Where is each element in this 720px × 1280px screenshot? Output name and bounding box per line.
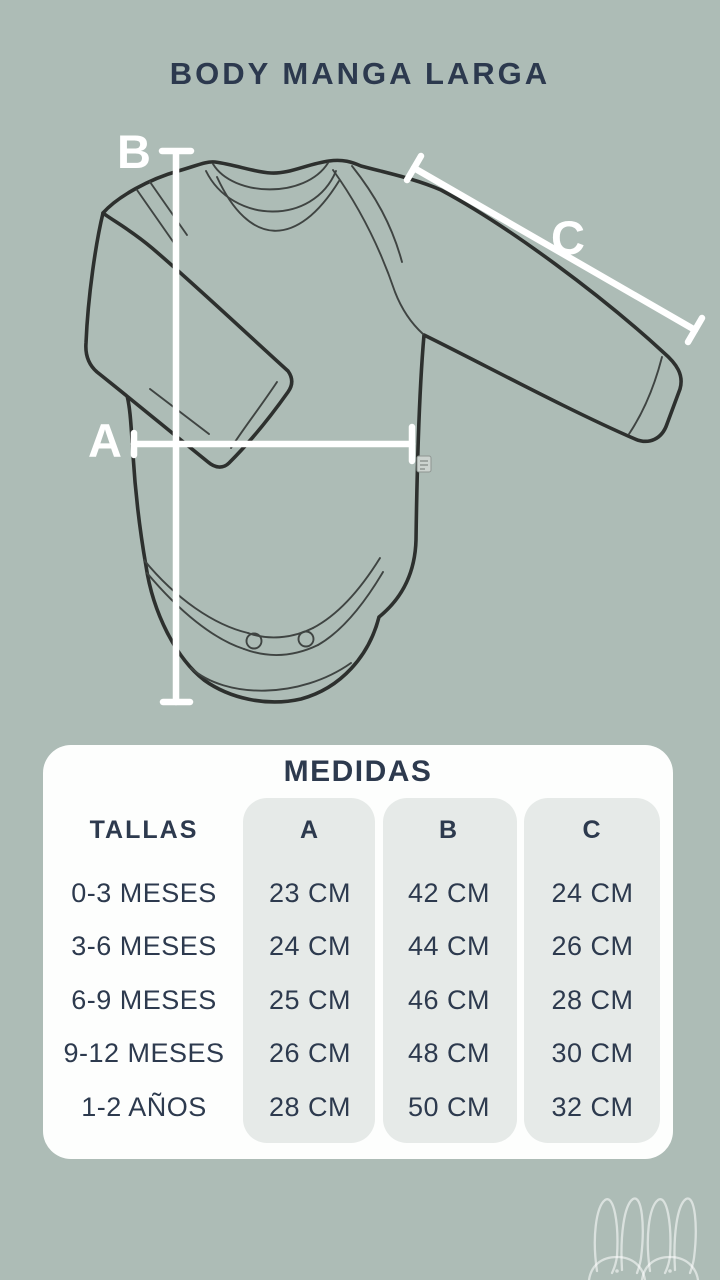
measure-value-c: 28 CM: [551, 984, 634, 1015]
header-a: A: [299, 815, 321, 844]
table-row: [43, 920, 662, 974]
bunnies-icon: [589, 1198, 698, 1280]
measure-value-b: 50 CM: [407, 1091, 491, 1122]
size-label: 0-3 MESES: [71, 877, 217, 908]
measure-label-c: C: [551, 211, 585, 264]
table-row: [43, 1080, 662, 1134]
measure-value-b: 48 CM: [407, 1038, 491, 1069]
measure-value-a: 25 CM: [268, 984, 352, 1015]
measure-value-b: 42 CM: [407, 877, 491, 908]
care-tag-icon: [417, 456, 431, 472]
header-c: C: [582, 815, 603, 844]
measure-value-c: 32 CM: [551, 1091, 634, 1122]
measure-label-a: A: [88, 414, 122, 467]
header-tallas: TALLAS: [89, 815, 199, 844]
measure-value-c: 30 CM: [551, 1038, 634, 1069]
measure-value-b: 44 CM: [407, 931, 491, 962]
table-row: [43, 1027, 662, 1081]
measure-value-c: 24 CM: [551, 877, 634, 908]
size-label: 6-9 MESES: [71, 984, 217, 1015]
measure-value-a: 23 CM: [268, 877, 352, 908]
header-b: B: [438, 815, 460, 844]
table-header-row: [43, 802, 662, 858]
table-row: [43, 973, 662, 1027]
size-label: 3-6 MESES: [71, 931, 217, 962]
measure-label-b: B: [117, 125, 151, 178]
measure-value-a: 26 CM: [268, 1038, 352, 1069]
measure-value-c: 26 CM: [551, 931, 634, 962]
table-title: MEDIDAS: [283, 755, 433, 788]
measure-value-a: 24 CM: [268, 931, 352, 962]
measure-value-b: 46 CM: [407, 984, 491, 1015]
page-title: BODY MANGA LARGA: [169, 56, 551, 91]
table-row: [43, 866, 662, 920]
measure-value-a: 28 CM: [268, 1091, 352, 1122]
measurements-card: [43, 745, 673, 1159]
size-label: 1-2 AÑOS: [81, 1091, 207, 1122]
size-label: 9-12 MESES: [63, 1038, 225, 1069]
